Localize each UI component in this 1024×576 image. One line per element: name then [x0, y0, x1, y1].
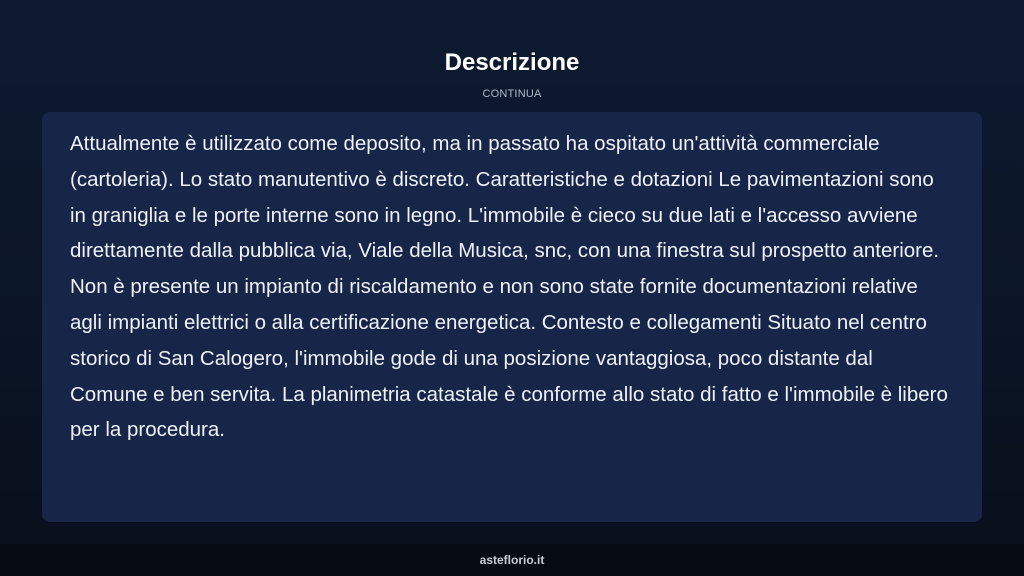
- description-text: Attualmente è utilizzato come deposito, ma in passato ha ospitato un'attività commerciale (cartoleria). Lo stato manutentivo è discreto. Caratteristiche e dotazioni Le pavimentazioni sono in graniglia e le porte interne sono in legno. L'immobile è cieco su due lati e l'accesso avviene direttamente dalla pubblica via, Viale della Musica, snc, con una finestra sul prospetto anteriore. Non è presente un impianto di riscaldamento e non sono state fornite documentazioni relative agli impianti elettrici o alla certificazione energetica. Contesto e collegamenti Situato nel centro storico di San Calogero, l'immobile gode di una posizione vantaggiosa, poco distante dal Comune e ben servita. La planimetria catastale è conforme allo stato di fatto e l'immobile è libero per la procedura.: [70, 132, 948, 442]
- page-subtitle: CONTINUA: [482, 88, 542, 100]
- footer: [0, 544, 1024, 576]
- description-card: [42, 112, 982, 522]
- header: [0, 48, 1024, 101]
- footer-site-label: asteflorio.it: [479, 553, 545, 567]
- page-title: Descrizione: [444, 49, 580, 76]
